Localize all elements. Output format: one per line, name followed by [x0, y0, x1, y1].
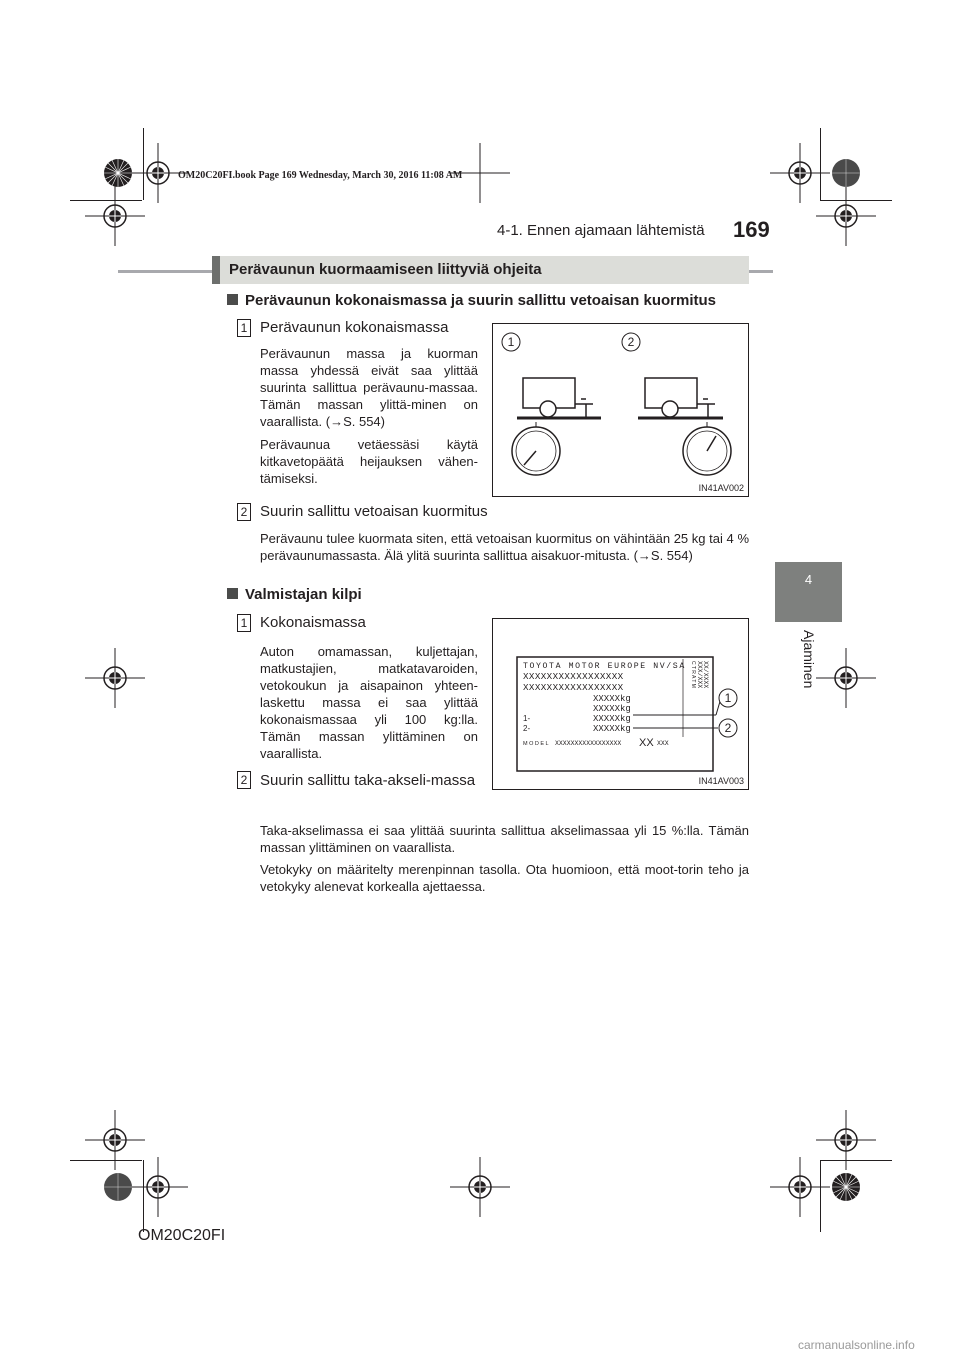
square-bullet-icon [227, 588, 238, 599]
figure-manufacturer-plate [492, 618, 749, 790]
item-number: 2 [237, 771, 251, 789]
item-number: 1 [237, 614, 251, 632]
figure-code: IN41AV003 [698, 776, 744, 786]
plate-side-values-1: XXX/XXX [696, 661, 703, 689]
plate-weight-label: 1- [523, 714, 531, 723]
plate-model-label: MODEL [523, 741, 551, 747]
item-paragraph: Perävaunua vetäessäsi käytä kitkavetopäätä heijauksen vähen-tämiseksi. [260, 437, 478, 486]
section-heading-text: Perävaunun kuormaamiseen liittyviä ohjeita [229, 261, 542, 278]
subsection-heading [227, 292, 716, 309]
figure-callout-1: 1 [724, 691, 732, 705]
page-number: 169 [733, 217, 770, 242]
figure-code: IN41AV002 [698, 483, 744, 493]
registration-mark-icon [450, 1157, 510, 1217]
chapter-title: 4-1. Ennen ajamaan lähtemistä [497, 222, 705, 239]
chapter-tab [775, 562, 842, 622]
model-code: OM20C20FI [138, 1227, 226, 1244]
plate-line-2: XXXXXXXXXXXXXXXXX [523, 682, 624, 693]
registration-mark-icon [816, 186, 876, 246]
rosette-mark-icon [103, 1172, 133, 1202]
watermark: carmanualsonline.info [798, 1338, 915, 1352]
rosette-mark-icon [103, 158, 133, 188]
item-paragraph: Taka-akselimassa ei saa ylittää suurinta sallittua akselimassaa yli 15 %:lla. Tämän massan ylittäminen on vaarallista. [260, 823, 749, 855]
manufacturer-plate-illustration [493, 619, 748, 789]
figure-callout-2: 2 [724, 721, 732, 735]
figure-trailer-load [492, 323, 749, 497]
plate-weight-value: XXXXXkg [593, 714, 631, 724]
plate-model-suffix: XXX [657, 740, 669, 747]
plate-model-suffix-big: XX [639, 737, 654, 749]
item-paragraph: Auton omamassan, kuljettajan, matkustajien, matkatavaroiden, vetokoukun ja aisapainon yhteen-laskettu massa ei saa ylittää kokonaismassaa yli 100 kg:lla. Tämän massan ylittäminen on vaarallista. [260, 644, 478, 761]
item-paragraph: Perävaunu tulee kuormata siten, että vetoaisan kuormitus on vähintään 25 kg tai 4 % perävaunumassasta. Älä ylitä suurinta sallittua aisakuor-mitusta. (→S. 554) [260, 531, 749, 563]
square-bullet-icon [227, 294, 238, 305]
item-paragraph: Vetokyky on määritelty merenpinnan tasolla. Ota huomioon, että moot-torin teho ja vetokyky alenevat korkealla ajettaessa. [260, 862, 749, 894]
subsection-heading-text: Valmistajan kilpi [245, 586, 362, 603]
plate-line-1: XXXXXXXXXXXXXXXXX [523, 671, 624, 682]
registration-mark-icon [816, 648, 876, 708]
subsection-heading [227, 586, 362, 603]
registration-mark-icon [85, 648, 145, 708]
subsection-heading-text: Perävaunun kokonaismassa ja suurin sallittu vetoaisan kuormitus [245, 292, 716, 309]
item-paragraph: Perävaunun massa ja kuorman massa yhdessä eivät saa ylittää suurinta sallittua perävaunu-massaa. Tämän massan ylittä-minen on vaarallista. (→S. 554) [260, 346, 478, 429]
item-title: Suurin sallittu taka-akseli-massa [260, 772, 476, 789]
item-title: Kokonaismassa [260, 614, 366, 631]
registration-mark-icon [85, 186, 145, 246]
rosette-mark-icon [831, 158, 861, 188]
chapter-tab-label [795, 630, 823, 700]
chapter-tab-label-text: Ajaminen [801, 630, 817, 689]
book-info: OM20C20FI.book Page 169 Wednesday, March 30, 2016 11:08 AM [178, 170, 463, 181]
trailer-scale-illustration [493, 324, 748, 496]
plate-model-value: XXXXXXXXXXXXXXXXX [555, 740, 622, 747]
plate-weight-value: XXXXXkg [593, 724, 631, 734]
item-title: Perävaunun kokonaismassa [260, 319, 449, 336]
plate-maker: TOYOTA MOTOR EUROPE NV/SA [523, 662, 686, 671]
item-number: 1 [237, 319, 251, 337]
registration-mark-icon [128, 1157, 188, 1217]
figure-callout-1: 1 [507, 335, 515, 349]
chapter-tab-number: 4 [804, 572, 813, 587]
plate-weight-value: XXXXXkg [593, 704, 631, 714]
item-number: 2 [237, 503, 251, 521]
plate-weight-label: 2- [523, 724, 531, 733]
figure-callout-2: 2 [627, 335, 635, 349]
rosette-mark-icon [831, 1172, 861, 1202]
registration-mark-icon [770, 1157, 830, 1217]
item-title: Suurin sallittu vetoaisan kuormitus [260, 503, 488, 520]
plate-side-labels: C T R A T M [690, 661, 696, 688]
plate-side-values-2: XX/XXXX [702, 661, 709, 689]
section-heading [212, 256, 749, 284]
plate-weight-value: XXXXXkg [593, 694, 631, 704]
